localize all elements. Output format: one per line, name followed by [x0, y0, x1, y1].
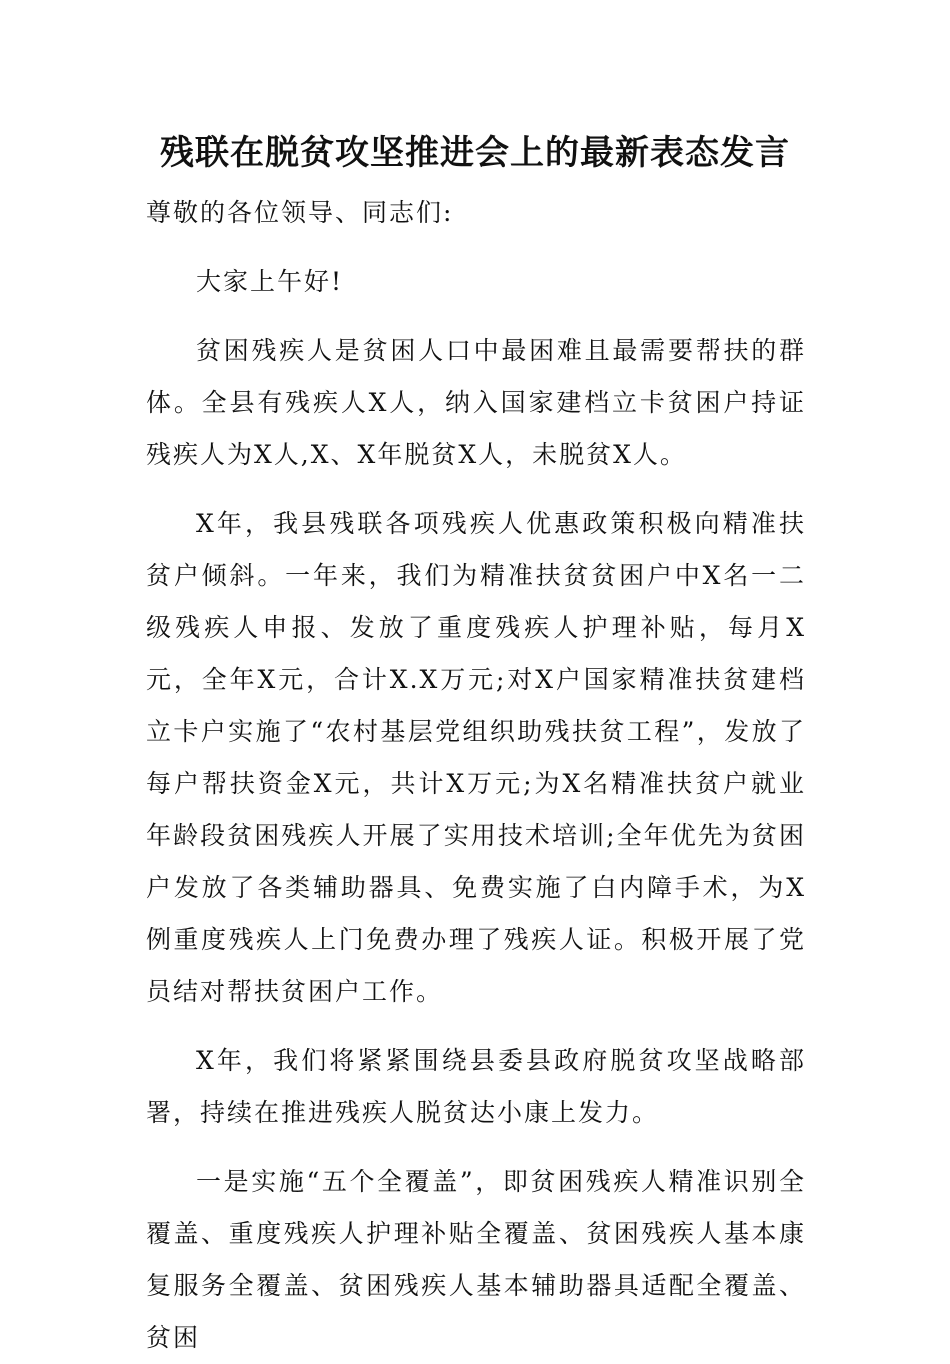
paragraph-plan: X年，我们将紧紧围绕县委县政府脱贫攻坚战略部署，持续在推进残疾人脱贫达小康上发力。 [146, 1046, 806, 1127]
paragraph-greeting: 大家上午好! [196, 267, 344, 296]
document-body [146, 187, 806, 1364]
paragraph-achievements: X年，我县残联各项残疾人优惠政策积极向精准扶贫户倾斜。一年来，我们为精准扶贫贫困户中X名一二级残疾人申报、发放了重度残疾人护理补贴，每月X元，全年X元，合计X.X万元;对X户国家精准扶贫建档立卡户实施了“农村基层党组织助残扶贫工程”，发放了每户帮扶资金X元，共计X万元;为X名精准扶贫户就业年龄段贫困残疾人开展了实用技术培训;全年优先为贫困户发放了各类辅助器具、免费实施了白内障手术，为X例重度残疾人上门免费办理了残疾人证。积极开展了党员结对帮扶贫困户工作。 [146, 509, 806, 1006]
paragraph-measure-one: 一是实施“五个全覆盖”，即贫困残疾人精准识别全覆盖、重度残疾人护理补贴全覆盖、贫困残疾人基本康复服务全覆盖、贫困残疾人基本辅助器具适配全覆盖、贫困 [146, 1167, 806, 1352]
paragraph-overview: 贫困残疾人是贫困人口中最困难且最需要帮扶的群体。全县有残疾人X人，纳入国家建档立卡贫困户持证残疾人为X人,X、X年脱贫X人，未脱贫X人。 [146, 336, 806, 469]
document-title: 残联在脱贫攻坚推进会上的最新表态发言 [160, 133, 790, 173]
salutation: 尊敬的各位领导、同志们: [146, 198, 454, 227]
